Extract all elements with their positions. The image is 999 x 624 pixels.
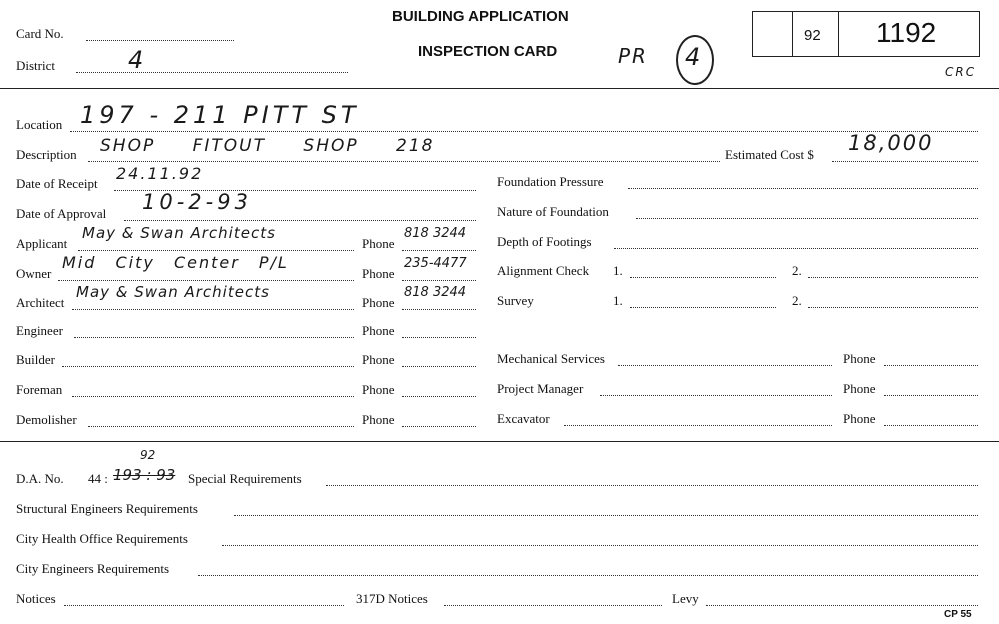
box-divider-1 <box>792 11 793 57</box>
year-code: 92 <box>804 27 821 44</box>
builder-phone-label: Phone <box>362 352 395 367</box>
architect-phone-value: 818 3244 <box>404 285 467 300</box>
alignment-check-field-1[interactable] <box>630 277 776 278</box>
owner-phone-field[interactable] <box>402 280 476 281</box>
circled-number: 4 <box>685 43 703 71</box>
demolisher-label: Demolisher <box>16 412 77 427</box>
excavator-phone-label: Phone <box>843 411 876 426</box>
applicant-field[interactable] <box>78 250 354 251</box>
foreman-field[interactable] <box>72 396 354 397</box>
nature-foundation-label: Nature of Foundation <box>497 204 609 219</box>
da-struck-value: 193 : 93 <box>113 466 176 484</box>
project-manager-label: Project Manager <box>497 381 584 396</box>
card-no-label: Card No. <box>16 26 64 41</box>
applicant-phone-label: Phone <box>362 236 395 251</box>
foundation-pressure-label: Foundation Pressure <box>497 174 604 189</box>
depth-footings-field[interactable] <box>614 248 978 249</box>
district-label: District <box>16 58 55 73</box>
owner-value: Mid City Center P/L <box>62 253 289 272</box>
date-receipt-value: 24.11.92 <box>116 164 204 183</box>
builder-phone-field[interactable] <box>402 366 476 367</box>
initials: CRC <box>945 65 977 79</box>
alignment-num-2: 2. <box>792 263 802 278</box>
date-approval-value: 10-2-93 <box>142 190 252 214</box>
project-manager-phone-label: Phone <box>843 381 876 396</box>
engineer-phone-field[interactable] <box>402 337 476 338</box>
location-field[interactable] <box>70 131 978 132</box>
title-line-1: BUILDING APPLICATION <box>392 8 569 25</box>
survey-field-1[interactable] <box>630 307 776 308</box>
description-value: SHOP FITOUT SHOP 218 <box>100 136 435 156</box>
special-requirements-label: Special Requirements <box>188 471 302 486</box>
location-label: Location <box>16 117 63 132</box>
card-number: 1192 <box>876 17 937 48</box>
excavator-phone-field[interactable] <box>884 425 978 426</box>
notices-317d-field[interactable] <box>444 605 662 606</box>
excavator-label: Excavator <box>497 411 550 426</box>
owner-field[interactable] <box>58 280 354 281</box>
health-field[interactable] <box>222 545 978 546</box>
location-value: 197 - 211 PITT ST <box>80 101 360 129</box>
da-no-label: D.A. No. <box>16 471 64 486</box>
mechanical-label: Mechanical Services <box>497 351 605 366</box>
builder-label: Builder <box>16 352 55 367</box>
city-engineers-field[interactable] <box>198 575 978 576</box>
special-requirements-field[interactable] <box>326 485 978 486</box>
owner-label: Owner <box>16 266 52 281</box>
survey-label: Survey <box>497 293 534 308</box>
estimated-cost-value: 18,000 <box>848 131 934 155</box>
alignment-num-1: 1. <box>613 263 623 278</box>
foreman-label: Foreman <box>16 382 63 397</box>
architect-field[interactable] <box>72 309 354 310</box>
architect-label: Architect <box>16 295 65 310</box>
mechanical-phone-label: Phone <box>843 351 876 366</box>
card-number-box <box>752 11 980 57</box>
survey-field-2[interactable] <box>808 307 978 308</box>
engineer-field[interactable] <box>74 337 354 338</box>
notices-label: Notices <box>16 591 56 606</box>
project-manager-phone-field[interactable] <box>884 395 978 396</box>
da-correction: 92 <box>140 448 156 462</box>
mechanical-field[interactable] <box>618 365 832 366</box>
applicant-phone-field[interactable] <box>402 250 476 251</box>
demolisher-phone-field[interactable] <box>402 426 476 427</box>
middle-rule <box>0 441 999 442</box>
da-prefix: 44 : <box>88 471 108 486</box>
foreman-phone-field[interactable] <box>402 396 476 397</box>
survey-num-1: 1. <box>613 293 623 308</box>
city-engineers-label: City Engineers Requirements <box>16 561 170 576</box>
alignment-check-label: Alignment Check <box>497 263 590 278</box>
project-manager-field[interactable] <box>600 395 832 396</box>
structural-field[interactable] <box>234 515 978 516</box>
card-no-field[interactable] <box>86 40 234 41</box>
applicant-value: May & Swan Architects <box>82 224 276 242</box>
date-approval-field[interactable] <box>124 220 476 221</box>
box-divider-2 <box>838 11 839 57</box>
foreman-phone-label: Phone <box>362 382 395 397</box>
owner-phone-label: Phone <box>362 266 395 281</box>
description-field[interactable] <box>88 161 720 162</box>
architect-value: May & Swan Architects <box>76 283 270 301</box>
owner-phone-value: 235-4477 <box>404 256 467 271</box>
mechanical-phone-field[interactable] <box>884 365 978 366</box>
description-label: Description <box>16 147 77 162</box>
nature-foundation-field[interactable] <box>636 218 978 219</box>
pr-mark: PR <box>618 44 648 68</box>
levy-field[interactable] <box>706 605 978 606</box>
builder-field[interactable] <box>62 366 354 367</box>
engineer-label: Engineer <box>16 323 63 338</box>
date-approval-label: Date of Approval <box>16 206 107 221</box>
foundation-pressure-field[interactable] <box>628 188 978 189</box>
form-code: CP 55 <box>944 609 972 620</box>
district-value: 4 <box>128 46 146 74</box>
alignment-check-field-2[interactable] <box>808 277 978 278</box>
health-label: City Health Office Requirements <box>16 531 188 546</box>
estimated-cost-label: Estimated Cost $ <box>725 147 814 162</box>
architect-phone-field[interactable] <box>402 309 476 310</box>
structural-label: Structural Engineers Requirements <box>16 501 198 516</box>
estimated-cost-field[interactable] <box>832 161 978 162</box>
demolisher-phone-label: Phone <box>362 412 395 427</box>
title-line-2: INSPECTION CARD <box>418 43 558 60</box>
district-field[interactable] <box>76 72 348 73</box>
architect-phone-label: Phone <box>362 295 395 310</box>
demolisher-field[interactable] <box>88 426 354 427</box>
notices-317d-label: 317D Notices <box>356 591 428 606</box>
excavator-field[interactable] <box>564 425 832 426</box>
applicant-phone-value: 818 3244 <box>404 226 467 241</box>
applicant-label: Applicant <box>16 236 68 251</box>
survey-num-2: 2. <box>792 293 802 308</box>
date-receipt-label: Date of Receipt <box>16 176 98 191</box>
header-rule <box>0 88 999 89</box>
notices-field[interactable] <box>64 605 344 606</box>
engineer-phone-label: Phone <box>362 323 395 338</box>
levy-label: Levy <box>672 591 699 606</box>
depth-footings-label: Depth of Footings <box>497 234 592 249</box>
